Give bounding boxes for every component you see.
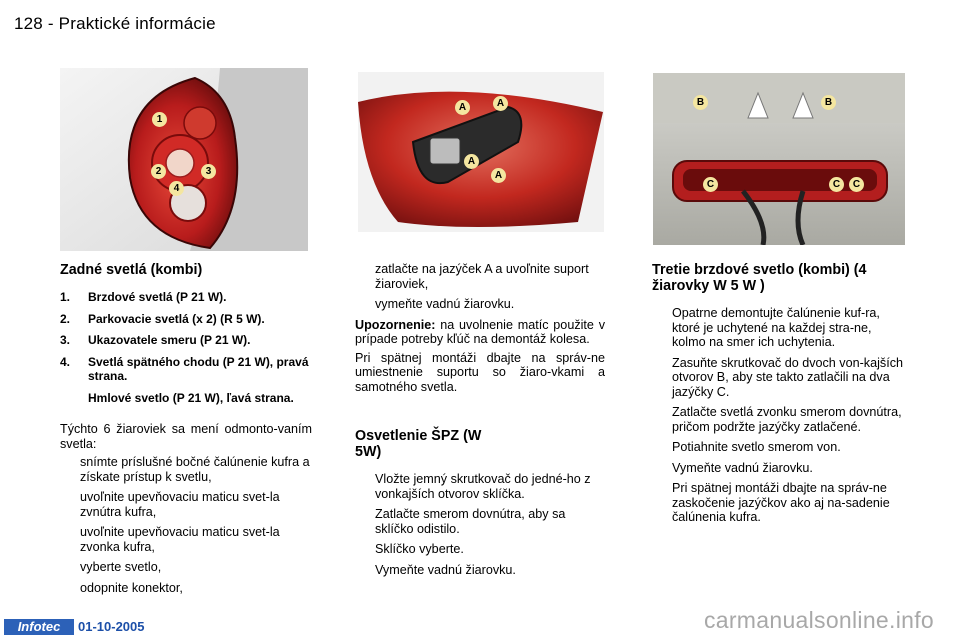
item-text: Svetlá spätného chodu (P 21 W), pravá strana. (88, 354, 309, 383)
callout-c-3: C (849, 177, 864, 192)
plate-light-heading: Osvetlenie ŠPZ (W 5W) (355, 428, 482, 460)
callout-a-2: A (493, 96, 508, 111)
item-number: 4. (60, 354, 71, 369)
numbered-item-3 (60, 333, 312, 348)
list-item (652, 306, 904, 350)
callout-c-2: C (829, 177, 844, 192)
list-item-text: Vymeňte vadnú žiarovku. (375, 562, 516, 577)
list-item (652, 405, 904, 434)
numbered-item-4 (60, 355, 312, 384)
list-item-text: Zasuňte skrutkovač do dvoch von-kajších otvorov B, aby ste takto zatlačili na dva jazýčky C. (672, 355, 903, 399)
item-text: Parkovacie svetlá (x 2) (R 5 W). (88, 311, 265, 326)
list-item (60, 525, 312, 554)
callout-b-2: B (821, 95, 836, 110)
list-item (355, 542, 605, 557)
warning-text: na uvolnenie matíc použite v prípade potreby kľúč na demontáž kolesa. (355, 317, 605, 346)
list-item (60, 581, 312, 596)
list-item-text: snímte príslušné bočné čalúnenie kufra a získate prístup k svetlu, (80, 455, 310, 484)
list-item-text: uvoľnite upevňovaciu maticu svet-la zvonka kufra, (80, 525, 280, 554)
list-item-text: vyberte svetlo, (80, 560, 162, 574)
list-item (355, 472, 605, 501)
callout-3-label: 3 (201, 164, 216, 179)
item-number: 1. (60, 290, 71, 304)
warning-label: Upozornenie: (355, 317, 436, 332)
callout-a-1: A (455, 100, 470, 115)
numbered-item-2 (60, 312, 312, 327)
plate-light-photo (358, 72, 604, 232)
list-item (355, 507, 605, 536)
list-item-text: uvoľnite upevňovaciu maticu svet-la zvnútra kufra, (80, 490, 280, 519)
list-item (355, 563, 605, 578)
infotec-logo: Infotec (4, 619, 74, 635)
list-item-text: odopnite konektor, (80, 580, 183, 595)
list-item-text: zatlačte na jazýček A a uvoľnite suport žiaroviek, (375, 262, 589, 291)
list-item (355, 262, 605, 291)
list-item (652, 481, 904, 525)
list-item-text: Opatrne demontujte čalúnenie kuf-ra, ktoré je uchytené na každej stra-ne, kolmo na smer ich uchytenia. (672, 306, 880, 349)
brake-light-photo (653, 73, 905, 245)
left-column (60, 262, 312, 601)
numbered-item-1 (60, 290, 312, 305)
list-item (60, 560, 312, 575)
footer-date: 01-10-2005 (78, 619, 145, 634)
list-item-text: Pri spätnej montáži dbajte na správ-ne zaskočenie jazýčkov ako aj na-sadenie čalúnenia kufra. (672, 481, 890, 524)
callout-c-1: C (703, 177, 718, 192)
list-item (60, 490, 312, 519)
third-brake-light-heading: Tretie brzdové svetlo (kombi) (4 žiarovky W 5 W ) (652, 262, 867, 294)
page-title: 128 - Praktické informácie (14, 14, 216, 33)
intro-text: Týchto 6 žiaroviek sa mení odmonto-vaním svetla: (60, 422, 312, 451)
list-item (652, 461, 904, 476)
list-item-text: Sklíčko vyberte. (375, 542, 464, 556)
rear-lamp-photo (60, 68, 308, 251)
list-item (60, 455, 312, 484)
numbered-item-4-continuation: Hmlové svetlo (P 21 W), ľavá strana. (88, 390, 294, 405)
callout-a-4: A (491, 168, 506, 183)
item-number: 2. (60, 311, 71, 326)
list-item-text: Vymeňte vadnú žiarovku. (672, 460, 813, 475)
list-item-text: Zatlačte smerom dovnútra, aby sa sklíčko odistilo. (375, 507, 566, 536)
list-item-text: Zatlačte svetlá zvonku smerom dovnútra, pričom podržte jazýčky zatlačené. (672, 405, 902, 434)
list-item-text: Potiahnite svetlo smerom von. (672, 440, 841, 454)
list-item (652, 440, 904, 455)
warning-paragraph (355, 318, 605, 347)
callout-a-3: A (464, 154, 479, 169)
right-column (652, 262, 904, 531)
item-text: Ukazovatele smeru (P 21 W). (88, 333, 251, 347)
watermark: carmanualsonline.info (703, 607, 934, 633)
rear-lights-heading: Zadné svetlá (kombi) (60, 262, 203, 278)
item-number: 3. (60, 333, 71, 347)
callout-b-1: B (693, 95, 708, 110)
item-text: Brzdové svetlá (P 21 W). (88, 290, 227, 304)
callout-1-label: 1 (152, 112, 167, 127)
list-item (355, 297, 605, 312)
callout-2-label: 2 (151, 164, 166, 179)
list-item-text: Vložte jemný skrutkovač do jedné-ho z vonkajších otvorov sklíčka. (375, 472, 591, 501)
list-item (652, 356, 904, 400)
remount-text: Pri spätnej montáži dbajte na správ-ne umiestnenie suportu so žiaro-vkami a samotného svetla. (355, 350, 605, 394)
middle-column (355, 262, 605, 583)
callout-4-label: 4 (169, 181, 184, 196)
list-item-text: vymeňte vadnú žiarovku. (375, 297, 515, 311)
